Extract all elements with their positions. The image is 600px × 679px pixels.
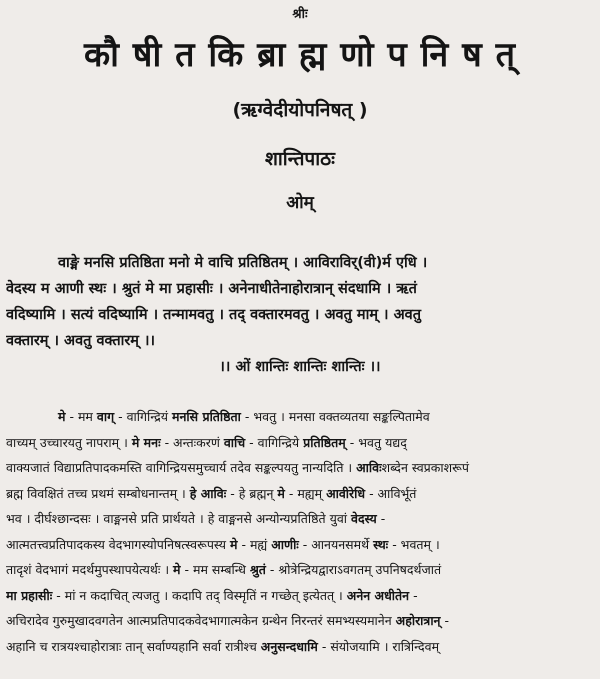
commentary-text: अचिरादेव गुरुमुखादवगतेन आत्मप्रतिपादकवेदभागात्मकेन ग्रन्थेन निरन्तरं समभ्यस्यमानेन <box>6 613 396 628</box>
verse-line: वाङ्मे मनसि प्रतिष्ठिता मनो मे वाचि प्रतिष्ठितम् । आविराविर्(वी)र्म एधि । <box>58 255 428 271</box>
commentary-text: - मां न कदाचित् त्यजतु । कदापि तद् विस्मृतिं न गच्छेत् इत्येतत् । <box>52 587 347 603</box>
subtitle: (ऋग्वेदीयोपनिषत् ) <box>232 99 368 121</box>
section-heading: शान्तिपाठः <box>264 148 336 170</box>
commentary-text: अहानि च रात्रयश्चाहोरात्राः तान् सर्वाण्यहानि सर्वा रात्रीश्च <box>6 638 261 654</box>
commentary-text: - <box>376 511 386 526</box>
commentary-term: वाचि <box>223 434 246 450</box>
commentary-term: मे <box>230 536 238 552</box>
verse-line: वेदस्य म आणी स्थः । श्रुतं मे मा प्रहासीः । अनेनाधीतेनाहोरात्रान् संदधामि । ऋतं <box>6 281 417 297</box>
commentary-term: प्रतिष्ठितम् <box>303 434 346 450</box>
commentary-line <box>6 608 594 634</box>
commentary-line <box>6 634 594 660</box>
commentary-line <box>6 430 594 456</box>
commentary-text: - मह्यम् <box>284 485 327 501</box>
verse-line: वदिष्यामि । सत्यं वदिष्यामि । तन्मामवतु । तद् वक्तारमवतु । अवतु माम् । अवतु <box>6 307 421 323</box>
commentary-term: मे <box>277 485 285 501</box>
commentary-term: मा प्रहासीः <box>6 587 53 603</box>
commentary-line <box>6 455 594 481</box>
commentary-text: - वागिन्द्रिये <box>245 434 304 450</box>
commentary-term: वेदस्य <box>351 511 377 526</box>
commentary-text: आत्मतत्त्वप्रतिपादकस्य वेदभागस्योपनिषत्स्वरूपस्य <box>6 536 231 552</box>
commentary-term: आविः <box>356 460 382 475</box>
commentary-text: - अन्तःकरणं <box>160 434 224 450</box>
commentary-text: ब्रह्म विवक्षितं तच्च प्रथमं सम्बोधनान्तम् । <box>6 485 190 501</box>
commentary-text: - भवतु यद्यद् <box>345 434 407 450</box>
commentary-text: - <box>409 587 418 603</box>
commentary-line <box>6 583 594 609</box>
commentary-text: - संयोजयामि । रात्रिन्दिवम् <box>317 638 440 654</box>
commentary-text: - श्रोत्रेन्द्रियद्वाराऽवगतम् उपनिषदर्थजातं <box>265 562 442 577</box>
commentary-text: भव । दीर्घश्छान्दसः । वाङ्मनसे प्रति प्रार्थयते । हे वाङ्मनसे अन्योन्यप्रतिष्ठिते युवां <box>6 511 352 526</box>
commentary-term: वाग् <box>96 409 115 424</box>
commentary-line <box>6 532 594 558</box>
commentary-text: वाक्यजातं विद्याप्रतिपादकमस्ति वागिन्द्रियसमुच्चार्य तदेव सङ्कल्पयतु नान्यदिति । <box>6 460 357 475</box>
commentary-term: अनेन अधीतेन <box>346 587 410 603</box>
commentary-text: - हे ब्रह्मन् <box>226 485 278 501</box>
om-heading: ओम् <box>286 193 314 213</box>
verse-line: वक्तारम् । अवतु वक्तारम् ।। <box>6 333 155 349</box>
commentary-line <box>6 481 594 507</box>
commentary-term: आणीः <box>271 536 299 552</box>
commentary-term: अनुसन्दधामि <box>260 638 318 654</box>
upanishad-title: कौ षी त कि ब्रा ह्म णो प नि ष त् <box>84 35 516 75</box>
commentary-line <box>6 506 594 532</box>
commentary-text: तादृशं वेदभागं मदर्थमुपस्थापयेत्यर्थः । <box>6 562 174 577</box>
commentary-text: - <box>440 613 449 628</box>
commentary-term: अहोरात्रान् <box>395 613 441 628</box>
shri-invocation: श्रीः <box>292 7 308 22</box>
commentary-text: - मह्यं <box>237 536 272 552</box>
commentary-line <box>6 404 594 430</box>
shanti-verse <box>6 250 594 380</box>
commentary-term: मनसि प्रतिष्ठिता <box>172 409 241 424</box>
verse-closing: ।। ओं शान्तिः शान्तिः शान्तिः ।। <box>219 359 381 375</box>
commentary-text: वाच्यम् उच्चारयतु नापराम् । <box>6 434 132 450</box>
commentary <box>6 404 594 659</box>
commentary-text: - आविर्भूतं <box>365 485 417 501</box>
commentary-term: हे आविः <box>189 485 227 501</box>
commentary-term: मे मनः <box>131 434 161 450</box>
commentary-term: आवीरेधि <box>326 485 366 501</box>
commentary-term: स्थः <box>373 536 389 552</box>
commentary-text: - आनयनसमर्थे <box>298 536 374 552</box>
commentary-term: श्रुतं <box>249 562 266 577</box>
commentary-line <box>6 557 594 583</box>
commentary-text: - भवतु । मनसा वक्तव्यतया सङ्कल्पितामेव <box>240 409 430 424</box>
commentary-term: मे <box>58 409 66 424</box>
commentary-text: - मम सम्बन्धि <box>180 562 250 577</box>
commentary-text: - भवतम् । <box>388 536 440 552</box>
commentary-text: - मम <box>65 409 97 424</box>
commentary-text: शब्देन स्वप्रकाशरूपं <box>381 460 469 475</box>
commentary-text: - वागिन्द्रियं <box>114 409 172 424</box>
commentary-term: मे <box>173 562 181 577</box>
